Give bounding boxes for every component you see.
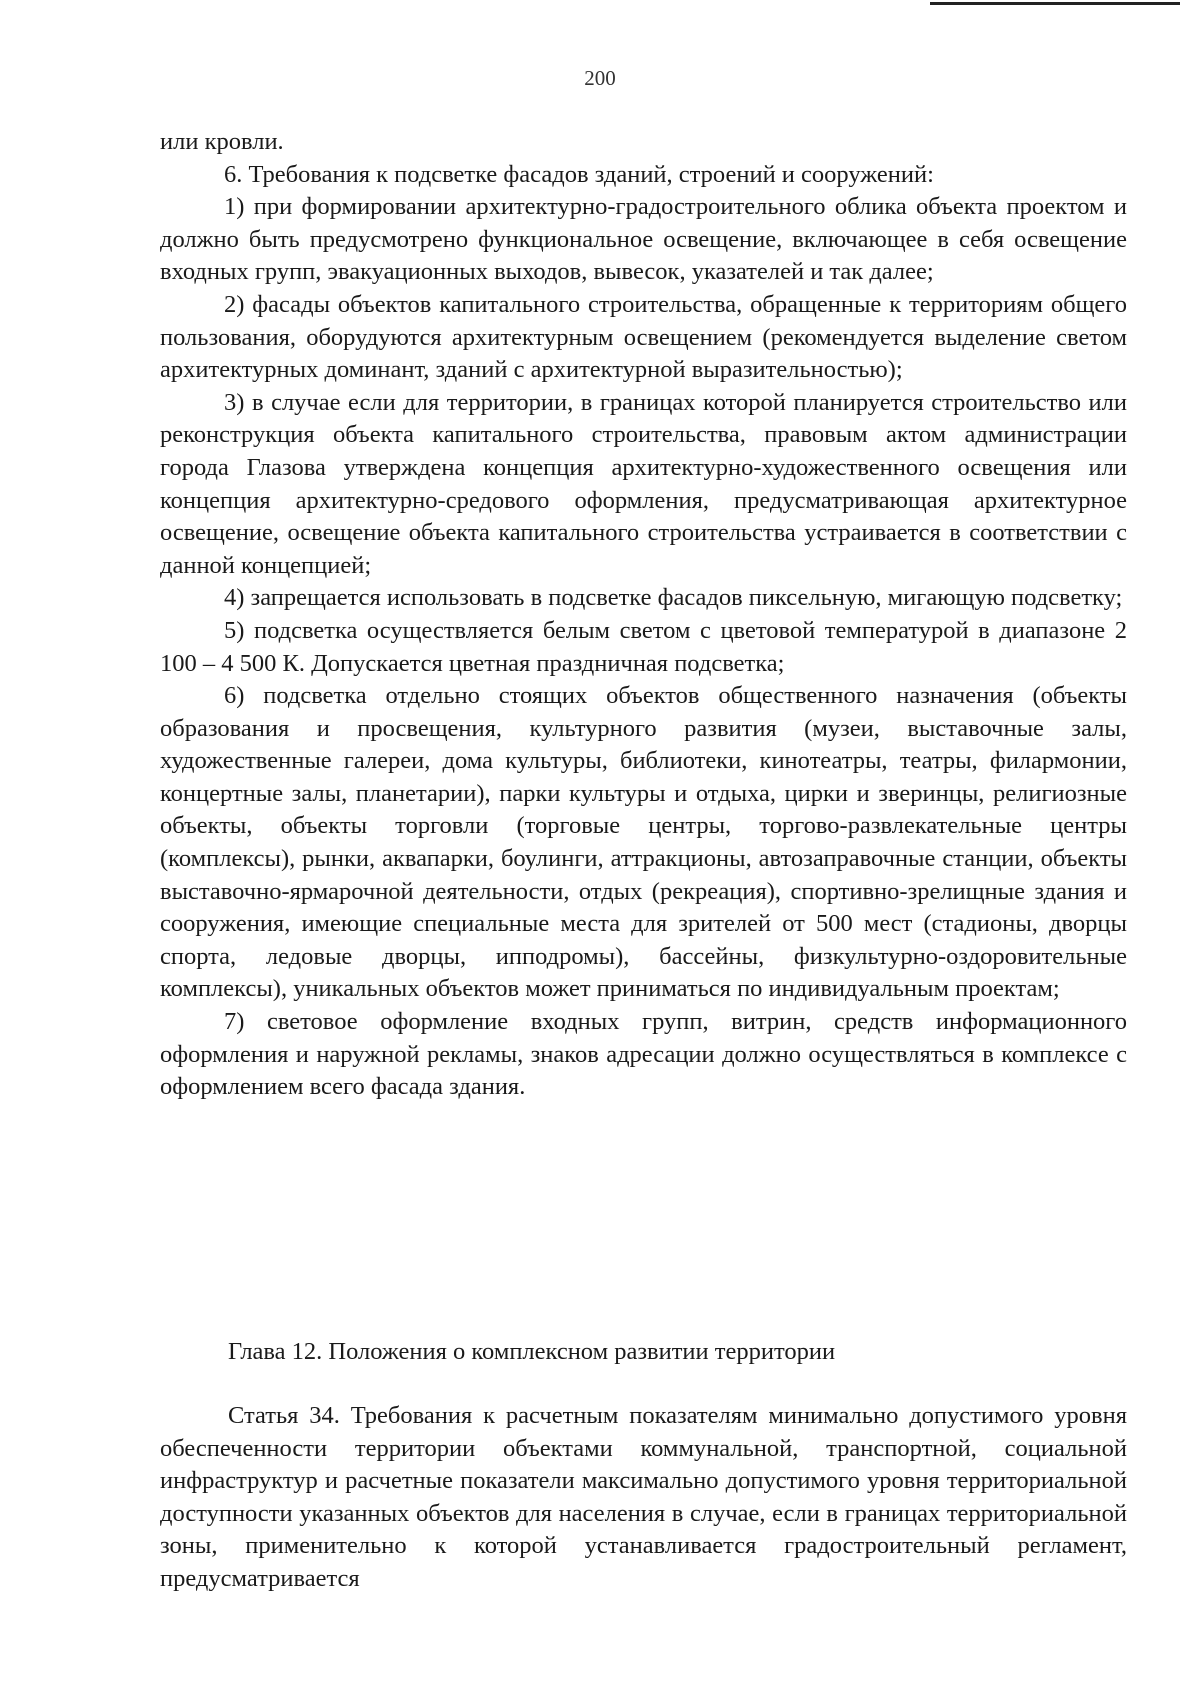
document-body xyxy=(160,126,1127,1104)
section-heading-6: 6. Требования к подсветке фасадов зданий, строений и сооружений: xyxy=(224,160,934,188)
chapter-title: Глава 12. Положения о комплексном развитии территории xyxy=(228,1338,836,1365)
list-item-3: 3) в случае если для территории, в границах которой планируется строительство или реконструкция объекта капитального строительства, правовым актом администрации города Глазова утверждена концепция архитектурно-художественного освещения или концепция архитектурно-средового оформления, предусматривающая архитектурное освещение, освещение объекта капитального строительства устраивается в соответствии с данной концепцией; xyxy=(160,388,1127,579)
list-item-5: 5) подсветка осуществляется белым светом с цветовой температурой в диапазоне 2 100 – 4 500 К. Допускается цветная праздничная подсветка; xyxy=(160,616,1127,677)
article-heading: Статья 34. Требования к расчетным показателям минимально допустимого уровня обеспеченности территории объектами коммунальной, транспортной, социальной инфраструктур и расчетные показатели максимально допустимого уровня территориальной доступности указанных объектов для населения в случае, если в границах территориальной зоны, применительно к которой устанавливается градостроительный регламент, предусматривается xyxy=(160,1402,1127,1592)
paragraph-continuation: или кровли. xyxy=(160,128,284,155)
list-item-6: 6) подсветка отдельно стоящих объектов общественного назначения (объекты образования и просвещения, культурного развития (музеи, выставочные залы, художественные галереи, дома культуры, библиотеки, кинотеатры, театры, филармонии, концертные залы, планетарии), парки культуры и отдыха, цирки и зверинцы, религиозные объекты, объекты торговли (торговые центры, торгово-развлекательные центры (комплексы), рынки, аквапарки, боулинги, аттракционы, автозаправочные станции, объекты выставочно-ярмарочной деятельности, отдых (рекреация), спортивно-зрелищные здания и сооружения, имеющие специальные места для зрителей от 500 мест (стадионы, дворцы спорта, ледовые дворцы, ипподромы), бассейны, физкультурно-оздоровительные комплексы), уникальных объектов может приниматься по индивидуальным проектам; xyxy=(160,682,1127,1003)
list-item-7: 7) световое оформление входных групп, витрин, средств информационного оформления и наружной рекламы, знаков адресации должно осуществляться в комплексе с оформлением всего фасада здания. xyxy=(160,1008,1127,1101)
top-edge-rule xyxy=(930,2,1180,5)
list-item-1: 1) при формировании архитектурно-градостроительного облика объекта проектом и должно быть предусмотрено функциональное освещение, включающее в себя освещение входных групп, эвакуационных выходов, вывесок, указателей и так далее; xyxy=(160,193,1127,286)
list-item-2: 2) фасады объектов капитального строительства, обращенные к территориям общего пользования, оборудуются архитектурным освещением (рекомендуется выделение светом архитектурных доминант, зданий с архитектурной выразительностью); xyxy=(160,290,1127,384)
page-number: 200 xyxy=(584,66,616,90)
list-item-4: 4) запрещается использовать в подсветке фасадов пиксельную, мигающую подсветку; xyxy=(224,584,1123,612)
